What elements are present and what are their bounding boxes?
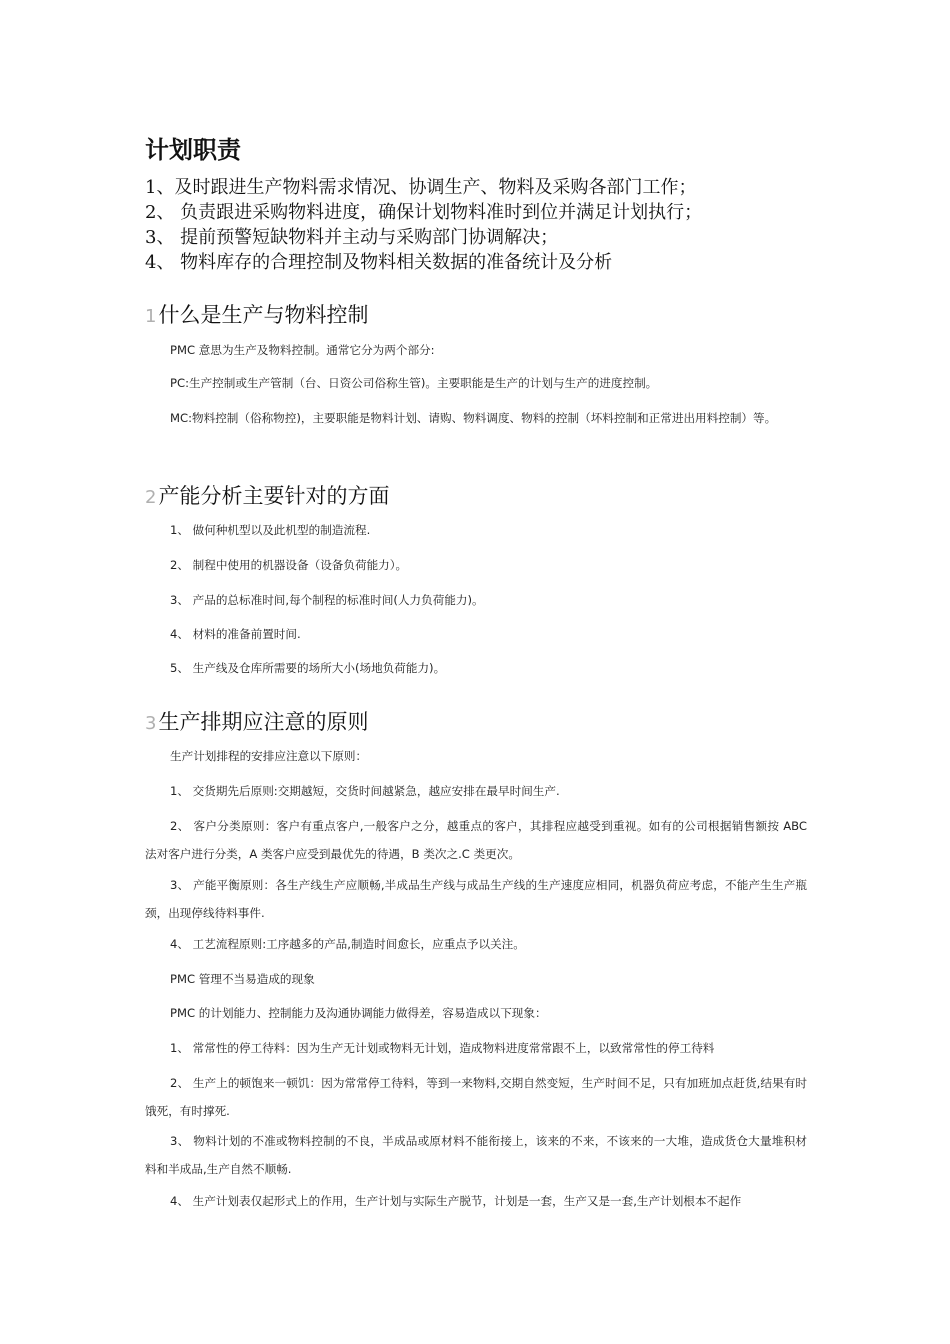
paragraph: 1、 交货期先后原则:交期越短，交货时间越紧急，越应安排在最早时间生产.: [170, 784, 560, 798]
paragraph: 2、 客户分类原则：客户有重点客户,一般客户之分，越重点的客户，其排程应越受到重视。如有的公司根据销售额按 ABC 法对客户进行分类，A 类客户应受到最优先的待遇，B 类次之.C 类更次。: [145, 819, 807, 861]
duty-item: 4、 物料库存的合理控制及物料相关数据的准备统计及分析: [145, 252, 613, 273]
paragraph: 1、 常常性的停工待料：因为生产无计划或物料无计划，造成物料进度常常跟不上，以致常常性的停工待料: [170, 1041, 715, 1055]
paragraph: PC:生产控制或生产管制（台、日资公司俗称生管)。主要职能是生产的计划与生产的进度控制。: [170, 376, 658, 390]
section-heading: [145, 481, 389, 513]
paragraph: PMC 管理不当易造成的现象: [170, 972, 315, 986]
paragraph: MC:物料控制（俗称物控)，主要职能是物料计划、请购、物料调度、物料的控制（坏料控制和正常进出用料控制）等。: [170, 411, 777, 425]
paragraph: 4、 生产计划表仅起形式上的作用，生产计划与实际生产脱节，计划是一套，生产又是一套,生产计划根本不起作: [170, 1194, 742, 1208]
section-heading: [145, 300, 368, 332]
duty-item: 2、 负责跟进采购物料进度，确保计划物料准时到位并满足计划执行；: [145, 202, 703, 223]
paragraph: PMC 的计划能力、控制能力及沟通协调能力做得差，容易造成以下现象：: [170, 1006, 547, 1020]
paragraph: 1、 做何种机型以及此机型的制造流程.: [170, 523, 371, 537]
section-title: 产能分析主要针对的方面: [158, 484, 390, 508]
paragraph: 4、 材料的准备前置时间.: [170, 627, 301, 641]
paragraph: 生产计划排程的安排应注意以下原则：: [170, 749, 368, 763]
paragraph: 5、 生产线及仓库所需要的场所大小(场地负荷能力)。: [170, 661, 446, 675]
section-title: 生产排期应注意的原则: [158, 710, 369, 734]
duties-list: [145, 175, 702, 275]
section-number: 3: [145, 713, 157, 734]
section-number: 1: [145, 306, 157, 327]
duty-item: 3、 提前预警短缺物料并主动与采购部门协调解决；: [145, 227, 559, 248]
section-heading: [145, 707, 368, 739]
paragraph: 2、 制程中使用的机器设备（设备负荷能力）。: [170, 558, 408, 572]
paragraph: PMC 意思为生产及物料控制。通常它分为两个部分:: [170, 343, 435, 357]
section-number: 2: [145, 487, 157, 508]
page-title: 计划职责: [145, 136, 241, 164]
paragraph: 3、 产能平衡原则：各生产线生产应顺畅,半成品生产线与成品生产线的生产速度应相同，机器负荷应考虑，不能产生生产瓶颈，出现停线待料事件.: [145, 878, 807, 920]
section-title: 什么是生产与物料控制: [158, 303, 369, 327]
paragraph: 3、 物料计划的不准或物料控制的不良，半成品或原材料不能衔接上，该来的不来，不该来的一大堆，造成货仓大量堆积材料和半成品,生产自然不顺畅.: [145, 1134, 807, 1176]
paragraph: 4、 工艺流程原则:工序越多的产品,制造时间愈长，应重点予以关注。: [170, 937, 525, 951]
duty-item: 1、及时跟进生产物料需求情况、协调生产、物料及采购各部门工作；: [145, 177, 697, 198]
paragraph: 2、 生产上的顿饱来一顿饥：因为常常停工待料，等到一来物料,交期自然变短，生产时间不足，只有加班加点赶货,结果有时饿死，有时撑死.: [145, 1076, 807, 1118]
paragraph: 3、 产品的总标准时间,每个制程的标准时间(人力负荷能力)。: [170, 593, 484, 607]
